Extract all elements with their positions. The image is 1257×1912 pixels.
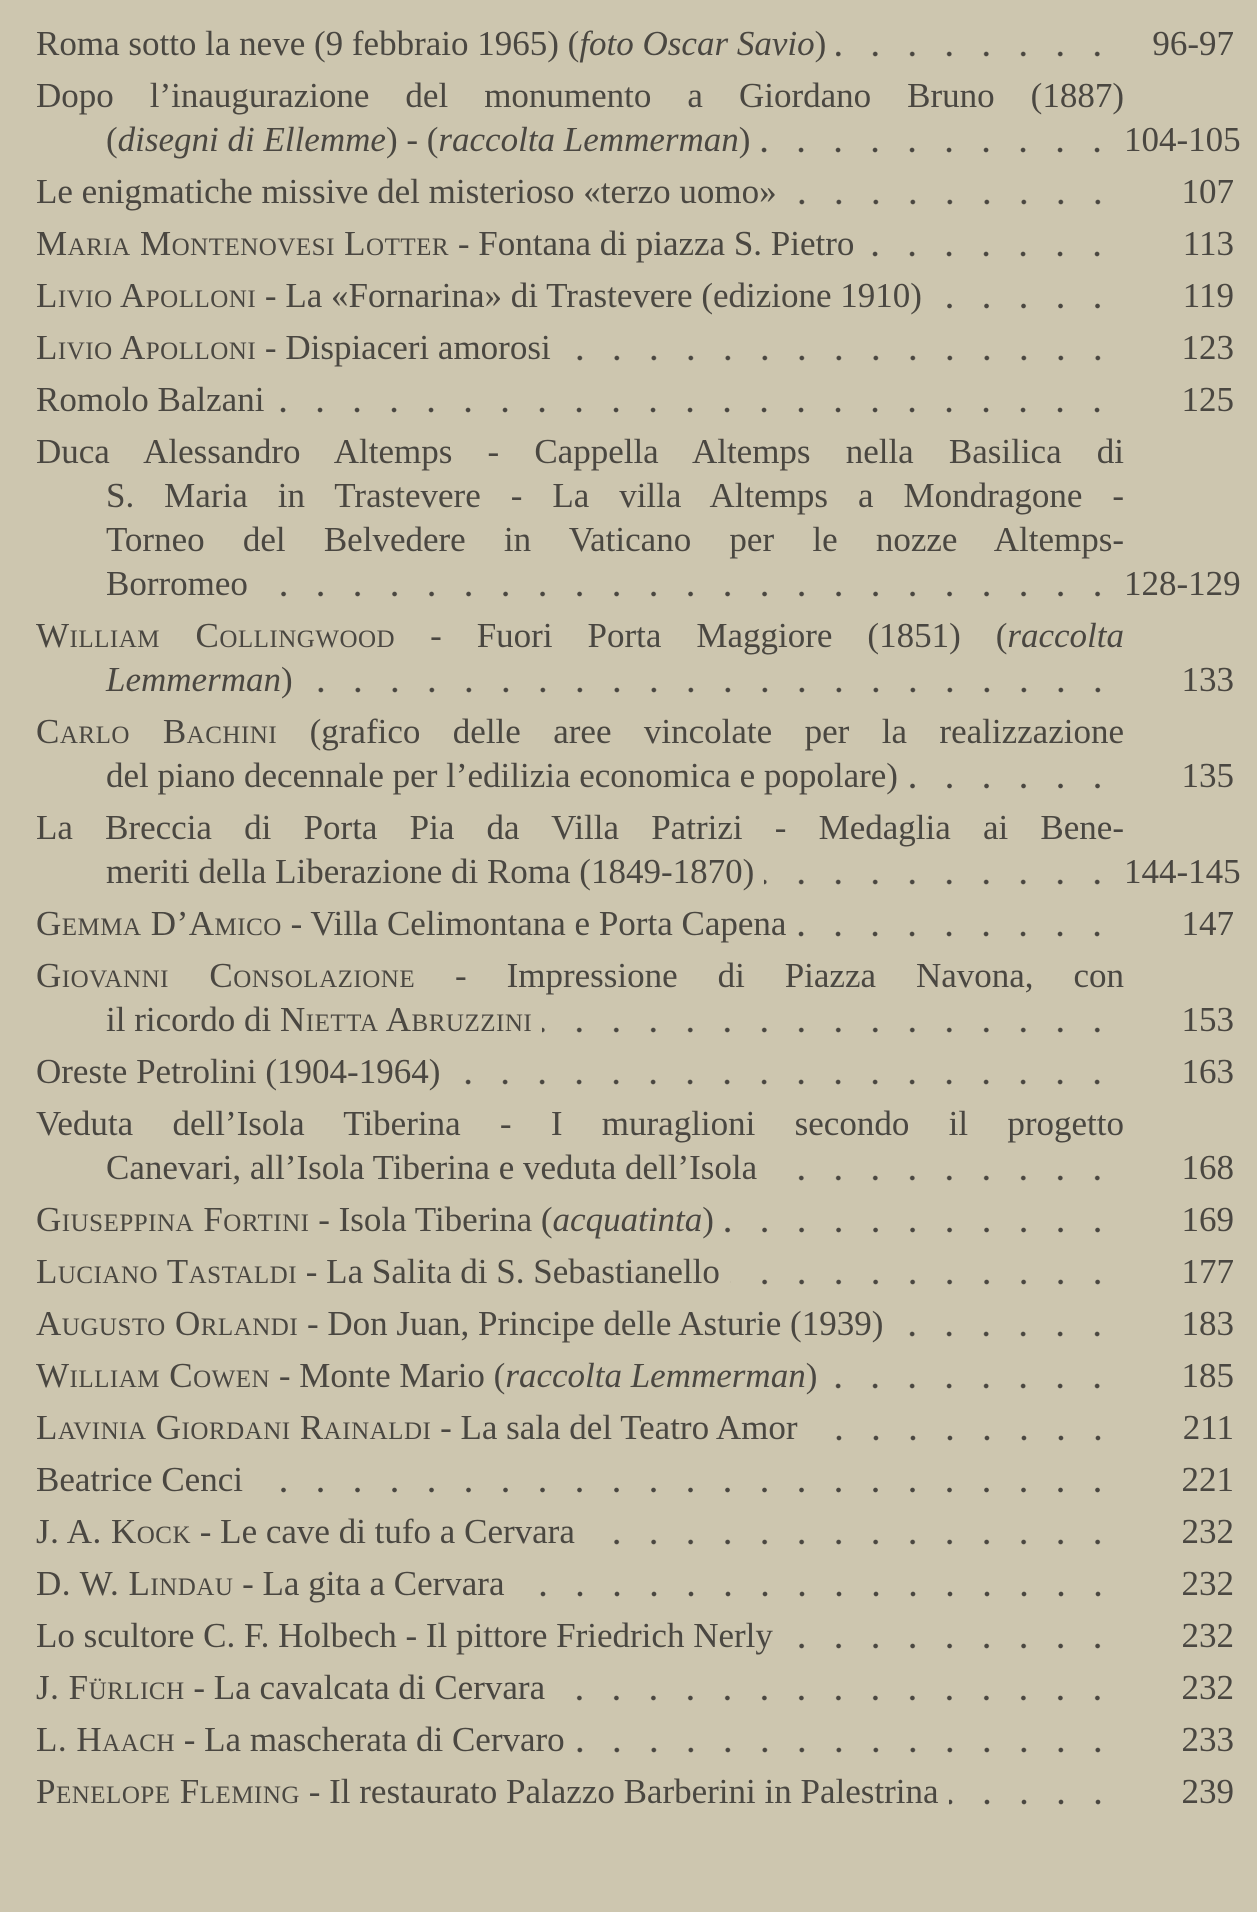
entry-text: [106, 850, 754, 894]
entry-line: [36, 378, 1234, 422]
index-entry: [36, 1302, 1234, 1346]
entry-line: [36, 326, 1234, 370]
author-name: D. W. Lindau: [36, 1564, 234, 1603]
author-name: William Cowen: [36, 1356, 271, 1395]
index-entry: [36, 430, 1241, 606]
author-name: Gemma D’Amico: [36, 904, 282, 943]
author-name: William Collingwood: [36, 616, 396, 655]
entry-text: [36, 1666, 545, 1710]
title-text: La Breccia di Porta Pia da Villa Patrizi - Medaglia ai Bene-: [36, 808, 1124, 847]
entry-text: [36, 902, 786, 946]
entry-line: [36, 1510, 1234, 1554]
dot-leader: [561, 326, 1116, 370]
title-text: - Dispiaceri amorosi: [256, 328, 551, 367]
entry-text: [36, 1250, 720, 1294]
entry-line: [36, 998, 1234, 1042]
entry-line: [36, 658, 1234, 702]
title-text: Roma sotto la neve (9 febbraio 1965) (: [36, 24, 580, 63]
entry-line: [36, 274, 1234, 318]
index-entry: [36, 1354, 1234, 1398]
page-number: 104-105: [1124, 120, 1241, 159]
title-text: - Impressione di Piazza Navona, con: [415, 956, 1124, 995]
entry-line: [36, 1102, 1124, 1146]
dot-leader: [258, 562, 1116, 606]
author-name: Luciano Tastaldi: [36, 1252, 298, 1291]
entry-text: [36, 76, 1124, 115]
dot-leader: [787, 170, 1116, 214]
index-entry: [36, 1666, 1234, 1710]
dot-leader: [724, 1198, 1116, 1242]
italic-note: raccolta Lemmerman: [438, 120, 739, 159]
page-number: 163: [1181, 1052, 1234, 1091]
entry-text: [36, 1562, 505, 1606]
author-name: Giuseppina Fortini: [36, 1200, 310, 1239]
index-entry: [36, 902, 1234, 946]
page-number: 232: [1181, 1512, 1234, 1551]
entry-text: [36, 712, 1124, 751]
entry-line: [36, 1354, 1234, 1398]
page-number: 107: [1181, 172, 1234, 211]
title-text: (: [106, 120, 118, 159]
italic-note: raccolta: [1007, 616, 1124, 655]
title-text: Canevari, all’Isola Tiberina e veduta dell’Isola: [106, 1148, 758, 1187]
entry-text: [36, 170, 777, 214]
index-entry: [36, 1718, 1234, 1762]
page-number: 232: [1181, 1668, 1234, 1707]
entry-line: [36, 1250, 1234, 1294]
entry-text: [106, 520, 1124, 559]
entry-line: [36, 170, 1234, 214]
entry-text: [36, 22, 826, 66]
entry-text: [36, 1198, 714, 1242]
page-number: 153: [1181, 1000, 1234, 1039]
entry-line: [36, 1614, 1234, 1658]
entry-text: [36, 1050, 440, 1094]
page-number: 211: [1182, 1408, 1234, 1447]
author-name: Maria Montenovesi Lotter: [36, 224, 450, 263]
entry-text: [36, 1614, 773, 1658]
dot-leader: [764, 850, 1116, 894]
entry-line: [36, 1666, 1234, 1710]
title-text: S. Maria in Trastevere - La villa Altemps a Mondragone -: [106, 476, 1124, 515]
page-number: 119: [1182, 276, 1234, 315]
title-text: Le enigmatiche missive del misterioso «terzo uomo»: [36, 172, 777, 211]
title-text: - La cavalcata di Cervara: [184, 1668, 546, 1707]
italic-note: raccolta Lemmerman: [505, 1356, 806, 1395]
author-name: J. Fürlich: [36, 1668, 185, 1707]
title-text: - Fontana di piazza S. Pietro: [449, 224, 855, 263]
index-entry: [36, 326, 1234, 370]
index-entry: [36, 170, 1234, 214]
index-entry: [36, 1562, 1234, 1606]
dot-leader: [760, 118, 1116, 162]
title-text: - La Salita di S. Sebastianello: [297, 1252, 720, 1291]
page-number: 233: [1181, 1720, 1234, 1759]
italic-note: Lemmerman: [106, 660, 281, 699]
italic-note: foto Oscar Savio: [579, 24, 815, 63]
page-number: 123: [1181, 328, 1234, 367]
entry-line: [36, 474, 1124, 518]
page-number: 125: [1181, 380, 1234, 419]
page-number: 177: [1181, 1252, 1234, 1291]
entry-text: [36, 616, 1124, 655]
page-number: 133: [1181, 660, 1234, 699]
entry-text: [36, 378, 264, 422]
title-text: Lo scultore C. F. Holbech - Il pittore Friedrich Nerly: [36, 1616, 773, 1655]
entry-text: [106, 562, 248, 606]
title-text: - Don Juan, Principe delle Asturie (1939): [298, 1304, 884, 1343]
title-text: Dopo l’inaugurazione del monumento a Giordano Bruno (1887): [36, 76, 1124, 115]
entry-text: [106, 998, 532, 1042]
entry-line: [36, 850, 1241, 894]
entry-line: [36, 1458, 1234, 1502]
dot-leader: [796, 902, 1116, 946]
illustrations-index: [36, 22, 1241, 1822]
dot-leader: [575, 1718, 1116, 1762]
italic-note: disegni di Ellemme: [117, 120, 386, 159]
title-text: ): [280, 660, 293, 699]
entry-text: [106, 476, 1124, 515]
dot-leader: [253, 1458, 1116, 1502]
title-text: ): [738, 120, 751, 159]
entry-text: [36, 1510, 575, 1554]
entry-text: [36, 1406, 798, 1450]
title-text: Duca Alessandro Altemps - Cappella Altemps nella Basilica di: [36, 432, 1124, 471]
entry-line: [36, 954, 1124, 998]
dot-leader: [908, 754, 1116, 798]
entry-line: [36, 1302, 1234, 1346]
page-number: 183: [1181, 1304, 1234, 1343]
index-entry: [36, 1406, 1234, 1450]
dot-leader: [836, 22, 1116, 66]
title-text: - Villa Celimontana e Porta Capena: [281, 904, 787, 943]
page-number: 168: [1181, 1148, 1234, 1187]
title-text: Torneo del Belvedere in Vaticano per le nozze Altemps-: [106, 520, 1124, 559]
entry-line: [36, 430, 1124, 474]
entry-line: [36, 1718, 1234, 1762]
title-text: - Monte Mario (: [270, 1356, 506, 1395]
entry-text: [36, 326, 551, 370]
author-name: Nietta Abruzzini: [280, 1000, 533, 1039]
author-name: Livio Apolloni: [36, 276, 257, 315]
entry-line: [36, 1198, 1234, 1242]
entry-text: [36, 1302, 883, 1346]
title-text: ): [805, 1356, 818, 1395]
author-name: Giovanni Consolazione: [36, 956, 416, 995]
italic-note: acquatinta: [552, 1200, 703, 1239]
dot-leader: [274, 378, 1116, 422]
title-text: Beatrice Cenci: [36, 1460, 243, 1499]
entry-text: [106, 118, 750, 162]
index-entry: [36, 1050, 1234, 1094]
dot-leader: [450, 1050, 1116, 1094]
entry-line: [36, 74, 1124, 118]
page-number: 113: [1182, 224, 1234, 263]
page-number: 147: [1181, 904, 1234, 943]
index-entry: [36, 378, 1234, 422]
index-entry: [36, 614, 1234, 702]
dot-leader: [515, 1562, 1117, 1606]
index-entry: [36, 710, 1234, 798]
title-text: Borromeo: [106, 564, 248, 603]
author-name: L. Haach: [36, 1720, 175, 1759]
dot-leader: [932, 274, 1116, 318]
entry-line: [36, 118, 1241, 162]
entry-text: [36, 1458, 243, 1502]
title-text: meriti della Liberazione di Roma (1849-1870): [106, 852, 755, 891]
dot-leader: [949, 1770, 1117, 1814]
entry-line: [36, 710, 1124, 754]
index-entry: [36, 954, 1234, 1042]
title-text: - Isola Tiberina (: [309, 1200, 553, 1239]
dot-leader: [555, 1666, 1116, 1710]
entry-text: [106, 754, 898, 798]
author-name: J. A. Kock: [36, 1512, 192, 1551]
title-text: - Fuori Porta Maggiore (1851) (: [395, 616, 1008, 655]
title-text: Veduta dell’Isola Tiberina - I muraglioni secondo il progetto: [36, 1104, 1124, 1143]
entry-text: [36, 956, 1124, 995]
index-entry: [36, 1198, 1234, 1242]
page-number: 169: [1181, 1200, 1234, 1239]
index-entry: [36, 1458, 1234, 1502]
index-entry: [36, 1770, 1234, 1814]
entry-text: [36, 1718, 565, 1762]
page-number: 185: [1181, 1356, 1234, 1395]
title-text: - Il restaurato Palazzo Barberini in Palestrina: [299, 1772, 939, 1811]
entry-line: [36, 754, 1234, 798]
author-name: Lavinia Giordani Rainaldi: [36, 1408, 432, 1447]
title-text: il ricordo di: [106, 1000, 280, 1039]
dot-leader: [808, 1406, 1116, 1450]
entry-text: [36, 808, 1124, 847]
title-text: - La «Fornarina» di Trastevere (edizione 1910): [256, 276, 922, 315]
entry-line: [36, 1050, 1234, 1094]
dot-leader: [864, 222, 1116, 266]
page-number: 144-145: [1124, 852, 1241, 891]
author-name: Augusto Orlandi: [36, 1304, 299, 1343]
page-number: 135: [1181, 756, 1234, 795]
title-text: - La gita a Cervara: [233, 1564, 505, 1603]
entry-line: [36, 614, 1124, 658]
index-entry: [36, 222, 1234, 266]
entry-line: [36, 518, 1124, 562]
page-number: 232: [1181, 1564, 1234, 1603]
entry-line: [36, 222, 1234, 266]
entry-line: [36, 1562, 1234, 1606]
title-text: ): [814, 24, 827, 63]
index-entry: [36, 274, 1234, 318]
entry-text: [36, 432, 1124, 471]
entry-text: [106, 1146, 757, 1190]
title-text: - Le cave di tufo a Cervara: [191, 1512, 575, 1551]
dot-leader: [542, 998, 1116, 1042]
title-text: Oreste Petrolini (1904-1964): [36, 1052, 441, 1091]
entry-text: [36, 1104, 1124, 1143]
entry-text: [36, 1770, 939, 1814]
page-number: 96-97: [1152, 24, 1234, 63]
index-entry: [36, 1102, 1234, 1190]
title-text: - La sala del Teatro Amor: [431, 1408, 798, 1447]
index-entry: [36, 1614, 1234, 1658]
entry-text: [36, 274, 922, 318]
title-text: (grafico delle aree vincolate per la realizzazione: [277, 712, 1124, 751]
entry-line: [36, 902, 1234, 946]
entry-line: [36, 1146, 1234, 1190]
title-text: ): [702, 1200, 714, 1239]
dot-leader: [303, 658, 1116, 702]
index-entry: [36, 1250, 1234, 1294]
page-number: 221: [1181, 1460, 1234, 1499]
index-entry: [36, 806, 1241, 894]
dot-leader: [767, 1146, 1116, 1190]
entry-line: [36, 806, 1124, 850]
title-text: Romolo Balzani: [36, 380, 265, 419]
index-entry: [36, 22, 1234, 66]
author-name: Penelope Fleming: [36, 1772, 300, 1811]
author-name: Livio Apolloni: [36, 328, 257, 367]
dot-leader: [893, 1302, 1116, 1346]
entry-line: [36, 1406, 1234, 1450]
author-name: Carlo Bachini: [36, 712, 278, 751]
title-text: ) - (: [385, 120, 439, 159]
index-entry: [36, 1510, 1234, 1554]
dot-leader: [827, 1354, 1116, 1398]
page-number: 232: [1181, 1616, 1234, 1655]
title-text: del piano decennale per l’edilizia economica e popolare): [106, 756, 898, 795]
dot-leader: [585, 1510, 1116, 1554]
dot-leader: [783, 1614, 1116, 1658]
entry-text: [36, 222, 854, 266]
entry-line: [36, 562, 1241, 606]
entry-text: [36, 1354, 817, 1398]
dot-leader: [730, 1250, 1116, 1294]
entry-text: [106, 658, 293, 702]
page-number: 128-129: [1124, 564, 1241, 603]
title-text: - La mascherata di Cervaro: [175, 1720, 565, 1759]
index-entry: [36, 74, 1241, 162]
entry-line: [36, 1770, 1234, 1814]
page-number: 239: [1181, 1772, 1234, 1811]
entry-line: [36, 22, 1234, 66]
